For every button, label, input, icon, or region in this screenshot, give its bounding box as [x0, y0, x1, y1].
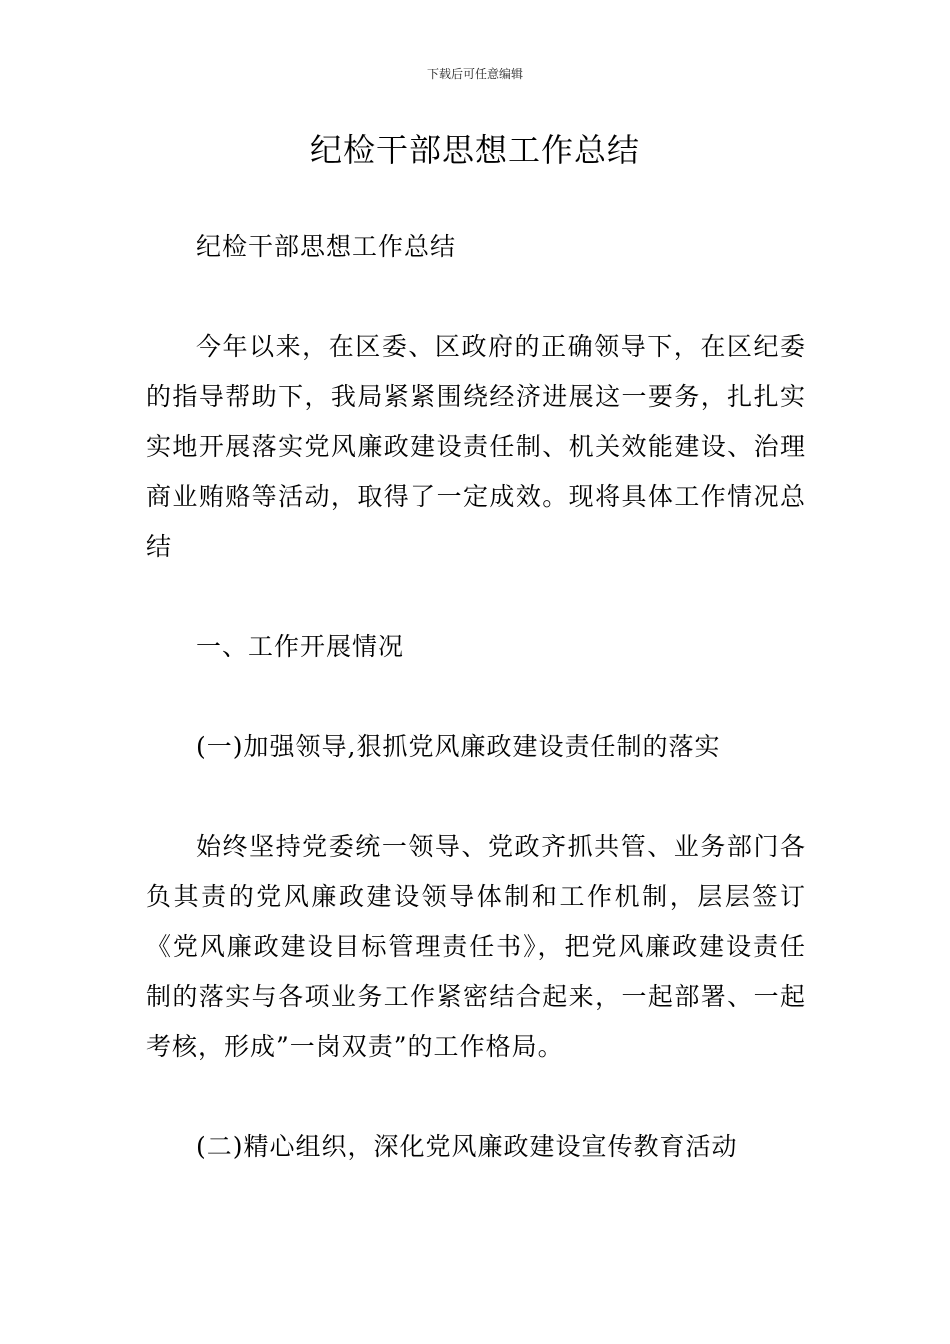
subsection-heading-1: (一)加强领导,狠抓党风廉政建设责任制的落实 — [196, 732, 721, 761]
paragraph-gap — [146, 672, 806, 722]
paragraph-gap — [146, 772, 806, 822]
subsection-heading-2: (二)精心组织，深化党风廉政建设宣传教育活动 — [196, 1132, 738, 1161]
paragraph-gap — [146, 572, 806, 622]
document-title: 纪检干部思想工作总结 — [309, 131, 640, 169]
paragraph-body-1: 始终坚持党委统一领导、党政齐抓共管、业务部门各负其责的党风廉政建设领导体制和工作机制，层层签订《党风廉政建设目标管理责任书》，把党风廉政建设责任制的落实与各项业务工作紧密结合起来，一起部署、一起考核，形成”一岗双责”的工作格局。 — [146, 832, 806, 1061]
paragraph-gap — [146, 272, 806, 322]
paragraph-intro: 今年以来，在区委、区政府的正确领导下，在区纪委的指导帮助下，我局紧紧围绕经济进展这一要务，扎扎实实地开展落实党风廉政建设责任制、机关效能建设、治理商业贿赂等活动，取得了一定成效。现将具体工作情况总结 — [146, 332, 806, 561]
paragraph-gap — [146, 1072, 806, 1122]
section-heading: 一、工作开展情况 — [196, 632, 405, 661]
header-note: 下载后可任意编辑 — [426, 67, 523, 81]
document-body — [146, 222, 806, 1172]
paragraph-subtitle: 纪检干部思想工作总结 — [196, 232, 457, 261]
